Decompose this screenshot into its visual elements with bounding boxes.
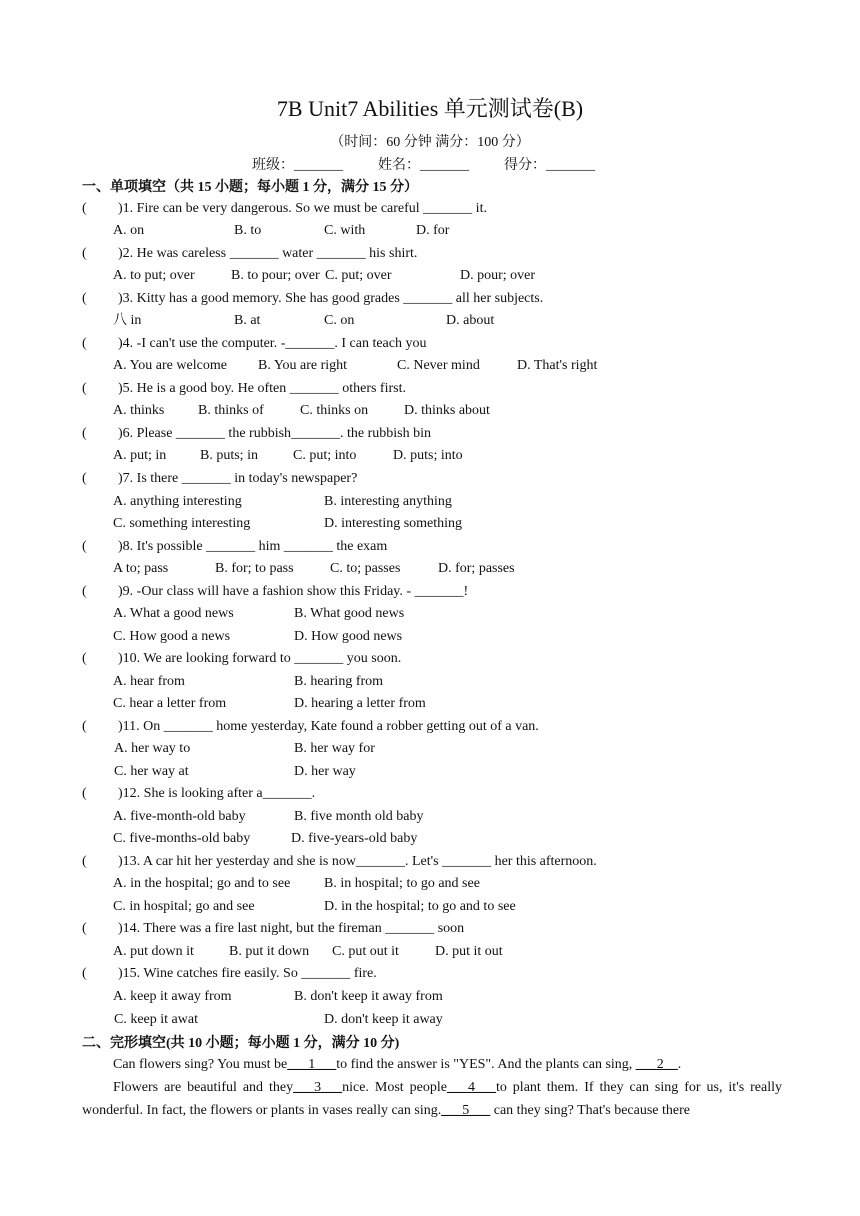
question-stem — [82, 379, 406, 399]
answer-bracket: ( — [82, 584, 87, 599]
answer-bracket: ( — [82, 246, 87, 261]
answer-option: B. at — [234, 313, 261, 328]
question-stem — [82, 537, 387, 557]
class-field: 班级：_______ — [252, 158, 343, 173]
answer-bracket: ( — [82, 426, 87, 441]
question-text: )9. -Our class will have a fashion show this Friday. - _______! — [118, 584, 469, 599]
question-stem — [82, 244, 417, 264]
cloze-text: . — [677, 1057, 682, 1072]
answer-option: A. thinks — [113, 403, 165, 418]
answer-option: B. You are right — [258, 358, 348, 373]
cloze-blank: ___2__ — [635, 1057, 678, 1072]
name-field: 姓名：_______ — [378, 158, 469, 173]
page-title: 7B Unit7 Abilities 单元测试卷(B) — [276, 96, 584, 121]
answer-bracket: ( — [82, 201, 87, 216]
answer-bracket: ( — [82, 651, 87, 666]
question-stem — [82, 852, 597, 872]
answer-bracket: ( — [82, 921, 87, 936]
answer-option: B. to — [234, 223, 262, 238]
answer-option: C. on — [324, 313, 355, 328]
answer-bracket: ( — [82, 786, 87, 801]
cloze-text: Flowers are beautiful and they — [113, 1080, 294, 1095]
cloze-paragraph-2 — [82, 1077, 782, 1122]
answer-option: A. hear from — [113, 674, 185, 689]
answer-option: D. thinks about — [404, 403, 490, 418]
answer-option: B. to pour; over — [231, 268, 320, 283]
answer-option: C. her way at — [114, 764, 189, 779]
answer-option: C. Never mind — [397, 358, 480, 373]
answer-bracket: ( — [82, 966, 87, 981]
answer-option: D. puts; into — [393, 448, 463, 463]
question-stem — [82, 199, 487, 219]
question-stem — [82, 919, 464, 939]
answer-option: D. for; passes — [438, 561, 515, 576]
cloze-text: Can flowers sing? You must be — [113, 1057, 288, 1072]
section-heading-1: 一、单项填空（共 15 小题；每小题 1 分，满分 15 分） — [82, 180, 418, 195]
answer-option: D. That's right — [517, 358, 598, 373]
answer-option: C. put; into — [293, 448, 357, 463]
question-text: )10. We are looking forward to _______ you soon. — [118, 651, 402, 666]
answer-option: C. in hospital; go and see — [113, 899, 255, 914]
answer-option: A. on — [113, 223, 145, 238]
exam-subtitle: （时间：60 分钟 满分：100 分） — [330, 135, 530, 150]
answer-option: B. her way for — [294, 741, 375, 756]
answer-option: A. in the hospital; go and to see — [113, 876, 291, 891]
question-text: )6. Please _______ the rubbish_______. the rubbish bin — [118, 426, 432, 441]
question-text: )14. There was a fire last night, but the fireman _______ soon — [118, 921, 465, 936]
answer-option: B. puts; in — [200, 448, 258, 463]
cloze-blank: ___4___ — [446, 1080, 496, 1095]
answer-option: B. interesting anything — [324, 494, 452, 509]
question-text: )5. He is a good boy. He often _______ others first. — [118, 381, 406, 396]
question-text: )4. -I can't use the computer. -_______. I can teach you — [118, 336, 427, 351]
answer-option: A. put down it — [113, 944, 194, 959]
answer-bracket: ( — [82, 539, 87, 554]
section-heading-2: 二、完形填空(共 10 小题；每小题 1 分，满分 10 分) — [82, 1036, 400, 1051]
answer-option: D. her way — [294, 764, 356, 779]
cloze-blank: ___5___ — [441, 1102, 491, 1118]
answer-bracket: ( — [82, 854, 87, 869]
question-stem — [82, 424, 431, 444]
answer-option: A. What a good news — [113, 606, 234, 621]
answer-option: 八 in — [113, 313, 142, 328]
answer-option: D. in the hospital; to go and to see — [324, 899, 516, 914]
question-text: )1. Fire can be very dangerous. So we must be careful _______ it. — [118, 201, 487, 216]
answer-option: B. in hospital; to go and see — [324, 876, 480, 891]
question-stem — [82, 469, 357, 489]
cloze-text: to plant them. If they can sing for us, it's really wonderful. In fact, the flowers or plants in vases really can sing. — [82, 1080, 782, 1118]
question-stem — [82, 649, 401, 669]
answer-option: C. thinks on — [300, 403, 369, 418]
answer-bracket: ( — [82, 381, 87, 396]
answer-option: A. anything interesting — [113, 494, 242, 509]
score-field: 得分：_______ — [504, 158, 595, 173]
cloze-blank: ___3___ — [293, 1080, 343, 1095]
question-stem — [82, 717, 539, 737]
answer-bracket: ( — [82, 336, 87, 351]
answer-option: C. keep it awat — [114, 1012, 198, 1027]
cloze-text: nice. Most people — [342, 1080, 447, 1095]
answer-option: B. hearing from — [294, 674, 384, 689]
question-text: )13. A car hit her yesterday and she is now_______. Let's _______ her this afternoon. — [118, 854, 597, 869]
question-stem — [82, 289, 543, 309]
answer-option: A. to put; over — [113, 268, 195, 283]
student-info-line — [252, 154, 595, 174]
question-stem — [82, 964, 377, 984]
question-stem — [82, 582, 468, 602]
answer-option: B. five month old baby — [294, 809, 424, 824]
question-text: )2. He was careless _______ water _______ his shirt. — [118, 246, 418, 261]
cloze-text: can they sing? That's because there — [493, 1102, 690, 1118]
answer-option: A. her way to — [114, 741, 191, 756]
answer-option: A. put; in — [113, 448, 167, 463]
cloze-paragraph-1 — [82, 1054, 782, 1077]
answer-option: D. How good news — [294, 629, 403, 644]
answer-option: A. keep it away from — [113, 989, 232, 1004]
answer-option: D. put it out — [435, 944, 503, 959]
question-text: )7. Is there _______ in today's newspaper? — [118, 471, 358, 486]
answer-option: D. five-years-old baby — [291, 831, 418, 846]
answer-bracket: ( — [82, 719, 87, 734]
answer-option: C. something interesting — [113, 516, 251, 531]
question-text: )11. On _______ home yesterday, Kate found a robber getting out of a van. — [118, 719, 539, 734]
answer-option: D. for — [416, 223, 450, 238]
answer-option: C. How good a news — [113, 629, 231, 644]
answer-option: D. interesting something — [324, 516, 463, 531]
cloze-blank: ___1___ — [287, 1057, 337, 1072]
answer-option: C. put out it — [332, 944, 399, 959]
answer-option: C. put; over — [325, 268, 392, 283]
answer-option: B. don't keep it away from — [294, 989, 443, 1004]
question-stem — [82, 784, 315, 804]
answer-option: B. What good news — [294, 606, 405, 621]
answer-bracket: ( — [82, 471, 87, 486]
answer-option: D. pour; over — [460, 268, 536, 283]
answer-option: A to; pass — [113, 561, 169, 576]
answer-option: D. about — [446, 313, 495, 328]
answer-option: B. thinks of — [198, 403, 264, 418]
answer-option: A. five-month-old baby — [113, 809, 246, 824]
answer-option: C. five-months-old baby — [113, 831, 251, 846]
answer-option: D. don't keep it away — [324, 1012, 443, 1027]
answer-option: C. to; passes — [330, 561, 401, 576]
question-text: )15. Wine catches fire easily. So _______ fire. — [118, 966, 377, 981]
question-text: )3. Kitty has a good memory. She has good grades _______ all her subjects. — [118, 291, 544, 306]
answer-option: A. You are welcome — [113, 358, 227, 373]
answer-option: B. for; to pass — [215, 561, 294, 576]
answer-option: C. hear a letter from — [113, 696, 227, 711]
answer-option: B. put it down — [229, 944, 310, 959]
answer-bracket: ( — [82, 291, 87, 306]
question-text: )12. She is looking after a_______. — [118, 786, 316, 801]
answer-option: C. with — [324, 223, 366, 238]
cloze-text: to find the answer is "YES". And the plants can sing, — [336, 1057, 633, 1072]
answer-option: D. hearing a letter from — [294, 696, 426, 711]
question-text: )8. It's possible _______ him _______ the exam — [118, 539, 388, 554]
question-stem — [82, 334, 426, 354]
